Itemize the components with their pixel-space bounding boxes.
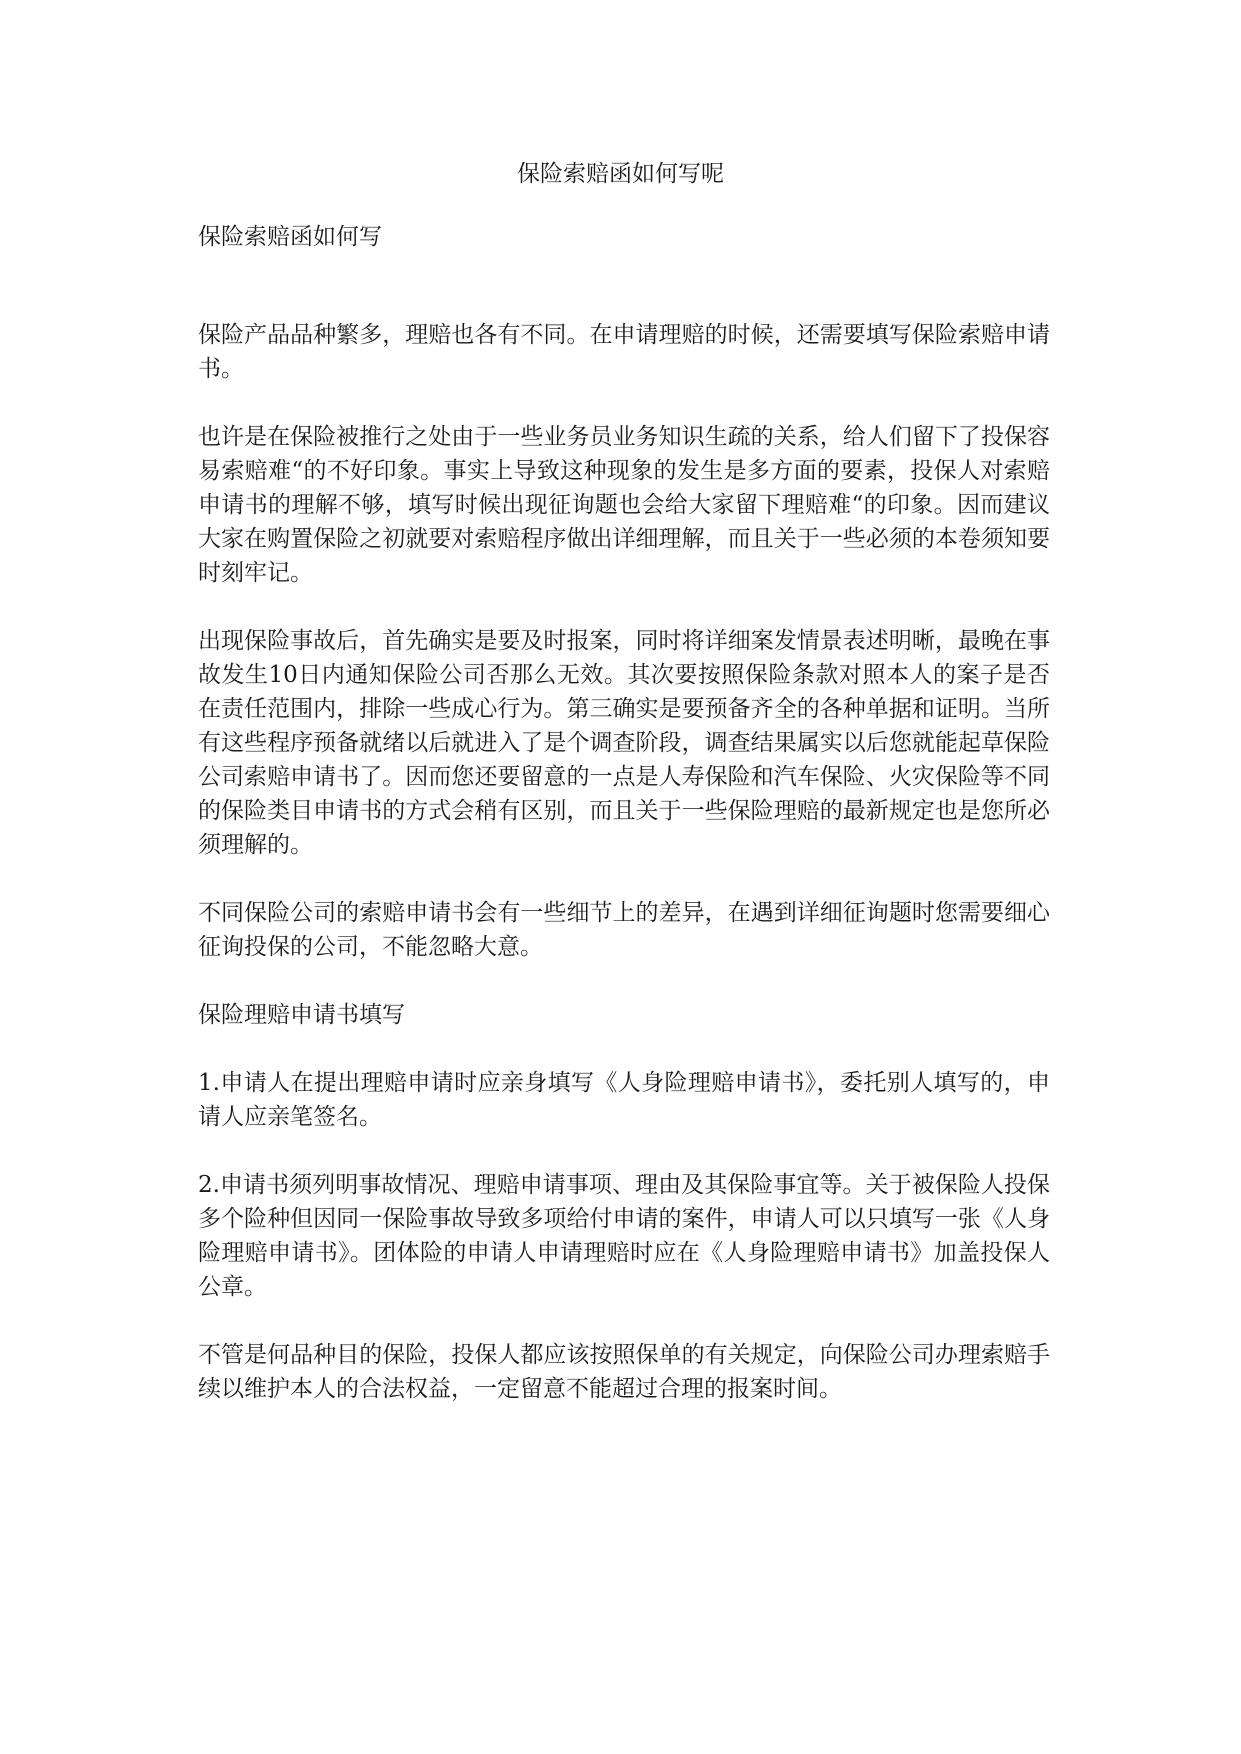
section-heading: 保险理赔申请书填写 [198, 1002, 405, 1028]
document-title: 保险索赔函如何写呢 [517, 161, 724, 187]
paragraph-misconception: 也许是在保险被推行之处由于一些业务员业务知识生疏的关系，给人们留下了投保容易索赔难“的不好印象。事实上导致这种现象的发生是多方面的要素，投保人对索赔申请书的理解不够，填写时候出现征询题也会给大家留下理赔难“的印象。因而建议大家在购置保险之初就要对索赔程序做出详细理解，而且关于一些必须的本卷须知要时刻牢记。 [198, 424, 1050, 586]
list-item: 2.申请书须列明事故情况、理赔申请事项、理由及其保险事宜等。关于被保险人投保多个险种但因同一保险事故导致多项给付申请的案件，申请人可以只填写一张《人身险理赔申请书》。团体险的申请人申请理赔时应在《人身险理赔申请书》加盖投保人公章。 [198, 1172, 1050, 1300]
paragraph-closing: 不管是何品种目的保险，投保人都应该按照保单的有关规定，向保险公司办理索赔手续以维护本人的合法权益，一定留意不能超过合理的报案时间。 [198, 1342, 1050, 1402]
paragraph-intro: 保险产品品种繁多，理赔也各有不同。在申请理赔的时候，还需要填写保险索赔申请书。 [198, 322, 1050, 382]
paragraph-differences: 不同保险公司的索赔申请书会有一些细节上的差异，在遇到详细征询题时您需要细心征询投保的公司，不能忽略大意。 [198, 900, 1050, 960]
list-item: 1.申请人在提出理赔申请时应亲身填写《人身险理赔申请书》，委托别人填写的，申请人应亲笔签名。 [198, 1070, 1050, 1130]
paragraph-procedure: 出现保险事故后，首先确实是要及时报案，同时将详细案发情景表述明晰，最晚在事故发生10日内通知保险公司否那么无效。其次要按照保险条款对照本人的案子是否在责任范围内，排除一些成心行为。第三确实是要预备齐全的各种单据和证明。当所有这些程序预备就绪以后就进入了是个调查阶段，调查结果属实以后您就能起草保险公司索赔申请书了。因而您还要留意的一点是人寿保险和汽车保险、火灾保险等不同的保险类目申请书的方式会稍有区别，而且关于一些保险理赔的最新规定也是您所必须理解的。 [198, 628, 1050, 858]
document-body [198, 220, 1050, 1440]
document-subtitle: 保险索赔函如何写 [198, 224, 382, 250]
